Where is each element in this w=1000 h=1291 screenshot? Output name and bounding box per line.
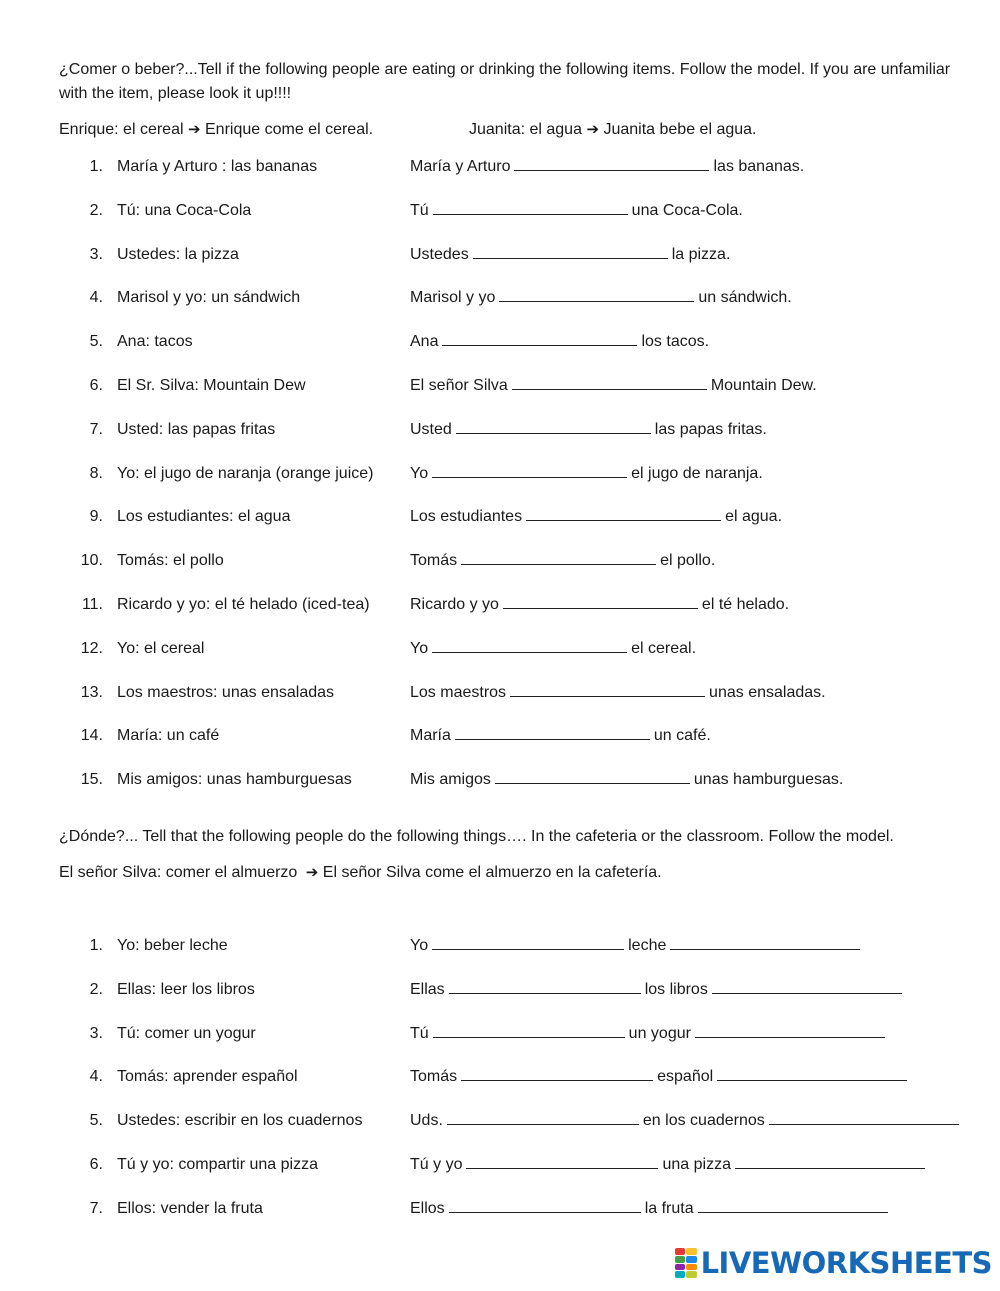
exercise-row [0, 768, 1000, 792]
logo-square [675, 1248, 686, 1255]
answer-sentence [410, 978, 906, 1002]
answer-sentence [410, 1109, 963, 1133]
answer-sentence [410, 1065, 911, 1089]
sentence-subject: Tomás [410, 552, 458, 570]
logo-square [686, 1264, 697, 1271]
answer-sentence [410, 330, 709, 354]
place-blank[interactable] [735, 1154, 925, 1169]
answer-blank[interactable] [433, 200, 628, 215]
arrow-right-icon: ➔ [305, 864, 319, 881]
item-number: 13. [80, 683, 103, 701]
answer-sentence [410, 637, 696, 661]
item-prompt: María y Arturo : las bananas [117, 158, 318, 175]
sentence-subject: María [410, 727, 451, 745]
sentence-object: las bananas. [713, 158, 805, 175]
sentence-subject: Marisol y yo [410, 289, 496, 307]
place-blank[interactable] [695, 1023, 885, 1038]
sentence-subject: Los estudiantes [410, 508, 523, 526]
item-prompt: Mis amigos: unas hamburguesas [117, 771, 352, 789]
sentence-subject: Mis amigos [410, 771, 491, 789]
logo-square [675, 1256, 686, 1263]
item-number: 12. [80, 639, 103, 657]
answer-blank[interactable] [495, 769, 690, 784]
item-number: 6. [89, 1156, 103, 1173]
answer-blank[interactable] [473, 244, 668, 259]
answer-blank[interactable] [432, 638, 627, 653]
sentence-subject: Los maestros [410, 683, 507, 701]
item-number: 1. [89, 937, 103, 954]
verb-blank[interactable] [433, 1023, 625, 1038]
sentence-subject: Yo [410, 464, 429, 482]
arrow-right-icon: ➔ [187, 121, 201, 138]
answer-blank[interactable] [526, 506, 721, 521]
exercise-row [0, 1022, 1000, 1046]
item-prompt: Marisol y yo: un sándwich [117, 289, 301, 307]
item-number: 6. [89, 377, 103, 394]
exercise-row [0, 418, 1000, 442]
item-number: 7. [89, 420, 103, 438]
answer-sentence [410, 462, 763, 486]
item-number: 7. [89, 1199, 103, 1217]
sentence-object: español [657, 1068, 714, 1086]
exercise-row [0, 681, 1000, 705]
sentence-subject: Ricardo y yo [410, 596, 499, 613]
verb-blank[interactable] [447, 1110, 639, 1125]
section2-instructions: ¿Dónde?... Tell that the following people do the following things…. In the cafeteria or the classroom. Follow the model. [59, 828, 894, 845]
answer-sentence [410, 593, 789, 617]
place-blank[interactable] [670, 935, 860, 950]
item-number: 14. [80, 727, 103, 745]
exercise-row [0, 1153, 1000, 1177]
exercise-row [0, 462, 1000, 486]
sentence-object: la pizza. [671, 245, 731, 263]
item-prompt: Usted: las papas fritas [117, 420, 276, 438]
exercise-row [0, 286, 1000, 310]
item-prompt: Ustedes: la pizza [117, 245, 239, 263]
item-prompt: Yo: el jugo de naranja (orange juice) [117, 464, 374, 482]
exercise-row [0, 505, 1000, 529]
answer-blank[interactable] [510, 682, 705, 697]
sentence-subject: María y Arturo [410, 158, 511, 175]
sentence-object: unas hamburguesas. [693, 771, 844, 789]
item-prompt: Ellas: leer los libros [117, 980, 255, 998]
exercise-row [0, 155, 1000, 179]
verb-blank[interactable] [461, 1066, 653, 1081]
answer-blank[interactable] [499, 287, 694, 302]
answer-sentence [410, 374, 817, 398]
exercise-row [0, 1065, 1000, 1089]
item-number: 2. [89, 980, 103, 998]
item-prompt: Tú y yo: compartir una pizza [117, 1156, 318, 1173]
sentence-subject: Yo [410, 937, 429, 954]
sentence-object: la fruta [644, 1199, 694, 1217]
exercise-row [0, 934, 1000, 958]
exercise-row [0, 593, 1000, 617]
answer-sentence [410, 155, 804, 179]
item-number: 15. [80, 771, 103, 789]
sentence-subject: Tú [410, 1024, 429, 1042]
sentence-object: las papas fritas. [654, 420, 767, 438]
answer-blank[interactable] [442, 331, 637, 346]
exercise-row [0, 1109, 1000, 1133]
verb-blank[interactable] [432, 935, 624, 950]
liveworksheets-logo [675, 1243, 992, 1283]
sentence-object: leche [628, 937, 667, 954]
item-prompt: Ana: tacos [117, 333, 193, 351]
sentence-subject: Tú y yo [410, 1156, 463, 1173]
sentence-object: un sándwich. [698, 289, 792, 307]
sentence-object: los libros [644, 980, 708, 998]
exercise-row [0, 374, 1000, 398]
section1-instructions: ¿Comer o beber?...Tell if the following people are eating or drinking the following items. Follow the model. If you are unfamiliar with the item, please look it up!!!! [59, 61, 951, 102]
sentence-object: el jugo de naranja. [631, 464, 763, 482]
item-prompt: Tomás: el pollo [117, 552, 224, 570]
sentence-subject: Ana [410, 333, 439, 351]
answer-sentence [410, 243, 730, 267]
logo-square [686, 1256, 697, 1263]
logo-square [686, 1271, 697, 1278]
sentence-subject: Ellas [410, 980, 445, 998]
item-prompt: Yo: beber leche [117, 937, 228, 954]
answer-sentence [410, 1197, 892, 1221]
item-number: 3. [89, 245, 103, 263]
answer-sentence [410, 768, 843, 792]
answer-sentence [410, 199, 743, 223]
sentence-subject: Ellos [410, 1199, 445, 1217]
item-number: 1. [89, 158, 103, 175]
section2-model [59, 861, 960, 885]
answer-sentence [410, 418, 767, 442]
verb-blank[interactable] [449, 979, 641, 994]
sentence-object: en los cuadernos [642, 1112, 765, 1130]
model-example-left [59, 118, 373, 142]
sentence-object: el cereal. [631, 639, 697, 657]
answer-blank[interactable] [512, 375, 707, 390]
item-number: 10. [80, 552, 103, 570]
answer-blank[interactable] [432, 463, 627, 478]
logo-square [686, 1248, 697, 1255]
answer-blank[interactable] [461, 550, 656, 565]
answer-blank[interactable] [514, 156, 709, 171]
sentence-subject: Uds. [410, 1112, 443, 1130]
place-blank[interactable] [769, 1110, 959, 1125]
answer-sentence [410, 1022, 889, 1046]
item-number: 5. [89, 1112, 103, 1130]
answer-blank[interactable] [455, 725, 650, 740]
item-number: 11. [81, 596, 103, 613]
answer-sentence [410, 934, 864, 958]
answer-sentence [410, 549, 715, 573]
sentence-subject: Tú [410, 201, 429, 219]
item-prompt: Los estudiantes: el agua [117, 508, 291, 526]
sentence-object: un café. [653, 727, 711, 745]
answer-sentence [410, 505, 782, 529]
answer-sentence [410, 286, 792, 310]
item-prompt: El Sr. Silva: Mountain Dew [117, 377, 306, 394]
sentence-object: los tacos. [641, 333, 710, 351]
exercise-row [0, 978, 1000, 1002]
sentence-object: un yogur [628, 1024, 691, 1042]
item-prompt: Tú: una Coca-Cola [117, 201, 252, 219]
arrow-right-icon: ➔ [586, 121, 600, 138]
item-prompt: Ustedes: escribir en los cuadernos [117, 1112, 363, 1130]
model-example-right [469, 118, 756, 142]
answer-blank[interactable] [503, 594, 698, 609]
model-right-answer: Juanita bebe el agua. [603, 121, 757, 138]
verb-blank[interactable] [449, 1198, 641, 1213]
answer-sentence [410, 681, 826, 705]
sentence-subject: El señor Silva [410, 377, 508, 394]
exercise-row [0, 243, 1000, 267]
item-number: 9. [89, 508, 103, 526]
sentence-subject: Yo [410, 639, 429, 657]
logo-square [675, 1264, 686, 1271]
model-right-prompt: Juanita: el agua [469, 121, 582, 138]
item-number: 2. [89, 201, 103, 219]
item-prompt: Ricardo y yo: el té helado (iced-tea) [117, 596, 370, 613]
answer-sentence [410, 1153, 929, 1177]
model-left-answer: Enrique come el cereal. [205, 121, 374, 138]
sentence-object: el agua. [725, 508, 783, 526]
answer-sentence [410, 724, 711, 748]
sentence-subject: Usted [410, 420, 452, 438]
model2-prompt: El señor Silva: comer el almuerzo [59, 864, 298, 881]
item-number: 5. [89, 333, 103, 351]
item-prompt: Tomás: aprender español [117, 1068, 298, 1086]
exercise-row [0, 1197, 1000, 1221]
sentence-object: Mountain Dew. [710, 377, 817, 394]
model-left-prompt: Enrique: el cereal [59, 121, 184, 138]
sentence-object: una Coca-Cola. [631, 201, 743, 219]
exercise-row [0, 724, 1000, 748]
liveworksheets-logo-icon [675, 1248, 697, 1278]
sentence-object: el pollo. [660, 552, 716, 570]
item-number: 3. [89, 1024, 103, 1042]
answer-blank[interactable] [456, 419, 651, 434]
logo-text-live: LIVE [700, 1246, 771, 1280]
exercise-row [0, 549, 1000, 573]
exercise-row [0, 637, 1000, 661]
sentence-subject: Tomás [410, 1068, 458, 1086]
sentence-subject: Ustedes [410, 245, 469, 263]
item-prompt: Ellos: vender la fruta [117, 1199, 263, 1217]
exercise-row [0, 330, 1000, 354]
item-number: 4. [89, 1068, 103, 1086]
item-number: 4. [89, 289, 103, 307]
sentence-object: unas ensaladas. [709, 683, 826, 701]
item-prompt: María: un café [117, 727, 220, 745]
item-number: 8. [89, 464, 103, 482]
item-prompt: Yo: el cereal [117, 639, 205, 657]
place-blank[interactable] [712, 979, 902, 994]
sentence-object: el té helado. [701, 596, 790, 613]
item-prompt: Tú: comer un yogur [117, 1024, 256, 1042]
item-prompt: Los maestros: unas ensaladas [117, 683, 335, 701]
place-blank[interactable] [698, 1198, 888, 1213]
exercise-row [0, 199, 1000, 223]
logo-square [675, 1271, 686, 1278]
logo-text-worksheets: WORKSHEETS [770, 1246, 992, 1280]
model2-answer: El señor Silva come el almuerzo en la cafetería. [322, 864, 662, 881]
verb-blank[interactable] [466, 1154, 658, 1169]
sentence-object: una pizza [662, 1156, 731, 1173]
place-blank[interactable] [717, 1066, 907, 1081]
